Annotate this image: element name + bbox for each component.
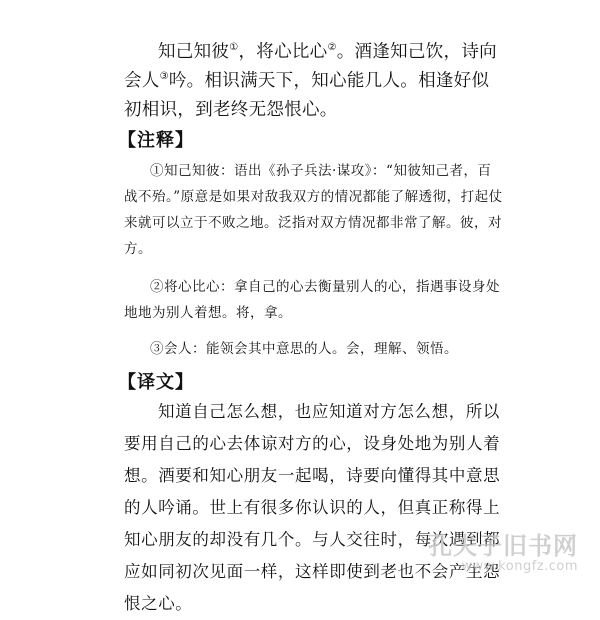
note-marker: ① <box>229 42 239 54</box>
note-item <box>124 336 504 362</box>
classical-text-part: 吟。相识满天下，知心能几人。相逢好似初相识，到老终无怨恨心。 <box>124 71 490 120</box>
translation-heading: 【译文】 <box>118 372 194 393</box>
note-text: ①知己知彼：语出《孙子兵法·谋攻》：“知彼知己者，百战不殆。”原意是如果对敌我双方的情况都能了解透彻，打起仗来就可以立于不败之地。泛指对双方情况都非常了解。彼，对方。 <box>124 163 503 257</box>
classical-text-part: 知己知彼 <box>158 42 230 62</box>
note-marker: ② <box>327 42 337 54</box>
watermark-name: 孔夫子旧书网 <box>428 532 578 560</box>
translation-body: 知道自己怎么想，也应知道对方怎么想，所以要用自己的心去体谅对方的心，设身处地为别人着想。酒要和知心朋友一起喝，诗要向懂得其中意思的人吟诵。世上有很多你认识的人，但真正称得上知心朋友的却没有几个。与人交往时，每次遇到都应如同初次见面一样，这样即使到老也不会产生怨恨之心。 <box>124 402 501 613</box>
classical-text-part: 。酒逢知己饮，诗向会人 <box>124 42 497 91</box>
note-marker: ③ <box>159 71 169 83</box>
classical-text-part: ，将心比心 <box>238 42 328 62</box>
note-item <box>124 158 504 262</box>
classical-text <box>124 38 504 125</box>
note-text: ③会人：能领会其中意思的人。会，理解、领悟。 <box>150 341 458 357</box>
note-item <box>124 274 504 326</box>
watermark-url: www.kongfz.com <box>461 559 578 574</box>
notes-heading: 【注释】 <box>118 130 194 151</box>
translation-text <box>124 396 508 620</box>
watermark <box>428 526 578 574</box>
note-text: ②将心比心：拿自己的心去衡量别人的心，指遇事设身处地地为别人着想。将，拿。 <box>124 279 500 321</box>
